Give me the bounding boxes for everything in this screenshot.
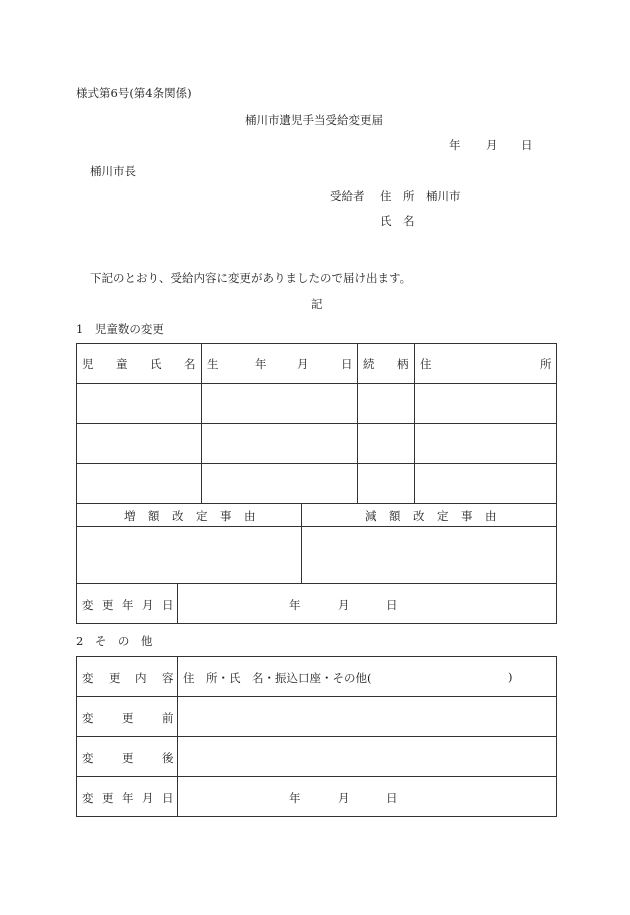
col-birth-char: 日	[341, 357, 353, 371]
after-label-char: 後	[162, 751, 174, 765]
change-date-label-char: 日	[162, 598, 174, 612]
increase-reason-char: 由	[244, 509, 256, 523]
table1-line	[76, 623, 557, 624]
section1-title: 1 児童数の変更	[76, 322, 164, 336]
table2-line	[76, 656, 557, 657]
decrease-reason-char: 事	[461, 509, 473, 523]
address-value: 桶川市	[426, 189, 461, 203]
increase-reason-char: 改	[172, 509, 184, 523]
table1-line	[414, 343, 415, 503]
date-day-label: 日	[521, 138, 533, 152]
table1-line	[201, 343, 202, 503]
intro-text: 下記のとおり、受給内容に変更がありましたので届け出ます。	[90, 271, 412, 285]
after-label-char: 更	[122, 751, 134, 765]
before-label-char: 前	[162, 711, 174, 725]
table2-line	[76, 816, 557, 817]
increase-reason-char: 額	[148, 509, 160, 523]
col-address-char: 所	[540, 357, 552, 371]
content-close-paren: )	[508, 670, 513, 684]
before-label-char: 更	[122, 711, 134, 725]
table1-line	[556, 343, 557, 624]
table2-line	[76, 736, 557, 737]
table1-line	[76, 503, 557, 504]
change-date-label-char: 変	[82, 598, 94, 612]
other-date-year: 年	[289, 791, 301, 805]
decrease-reason-char: 減	[365, 509, 377, 523]
table1-line	[76, 463, 557, 464]
table2-line	[556, 656, 557, 817]
content-value: 住 所・氏 名・振込口座・その他(	[183, 671, 372, 685]
date-label-char: 更	[102, 791, 114, 805]
table2-line	[76, 656, 77, 817]
content-label-char: 内	[135, 671, 147, 685]
col-child-name-char: 氏	[150, 357, 162, 371]
change-date-day: 日	[386, 598, 398, 612]
col-birth-char: 生	[207, 357, 219, 371]
change-date-year: 年	[289, 598, 301, 612]
col-child-name-char: 童	[116, 357, 128, 371]
decrease-reason-char: 定	[437, 509, 449, 523]
table1-line	[76, 583, 557, 584]
date-month-label: 月	[486, 138, 498, 152]
content-label-char: 更	[109, 671, 121, 685]
col-address-char: 住	[420, 357, 432, 371]
col-relation-char: 柄	[397, 357, 409, 371]
section2-title: 2 そ の 他	[76, 634, 153, 648]
addressee: 桶川市長	[90, 164, 136, 178]
change-date-label-char: 更	[102, 598, 114, 612]
table1-line	[301, 503, 302, 583]
date-year-label: 年	[449, 138, 461, 152]
col-relation-char: 続	[363, 357, 375, 371]
content-label-char: 変	[82, 671, 94, 685]
date-label-char: 年	[122, 791, 134, 805]
decrease-reason-char: 改	[413, 509, 425, 523]
col-child-name-char: 児	[82, 357, 94, 371]
before-label-char: 変	[82, 711, 94, 725]
increase-reason-char: 増	[124, 509, 136, 523]
table2-line	[177, 656, 178, 817]
col-birth-char: 月	[297, 357, 309, 371]
table1-line	[76, 423, 557, 424]
name-label: 氏 名	[380, 214, 415, 228]
decrease-reason-char: 額	[389, 509, 401, 523]
change-date-label-char: 年	[122, 598, 134, 612]
table1-line	[177, 583, 178, 623]
table1-line	[76, 343, 77, 624]
table1-line	[76, 383, 557, 384]
table2-line	[76, 696, 557, 697]
increase-reason-char: 事	[220, 509, 232, 523]
other-date-day: 日	[386, 791, 398, 805]
col-birth-char: 年	[255, 357, 267, 371]
change-date-label-char: 月	[142, 598, 154, 612]
date-label-char: 日	[162, 791, 174, 805]
increase-reason-char: 定	[196, 509, 208, 523]
document-title: 桶川市遺児手当受給変更届	[245, 113, 383, 127]
form-number: 様式第6号(第4条関係)	[76, 86, 192, 100]
other-date-month: 月	[338, 791, 350, 805]
change-date-month: 月	[338, 598, 350, 612]
decrease-reason-char: 由	[485, 509, 497, 523]
ki-heading: 記	[311, 297, 323, 311]
address-label: 住 所	[380, 189, 415, 203]
table1-line	[357, 343, 358, 503]
content-label-char: 容	[162, 671, 174, 685]
recipient-label: 受給者	[330, 189, 365, 203]
col-child-name-char: 名	[184, 357, 196, 371]
after-label-char: 変	[82, 751, 94, 765]
table2-line	[76, 776, 557, 777]
date-label-char: 月	[142, 791, 154, 805]
date-label-char: 変	[82, 791, 94, 805]
table1-line	[76, 343, 557, 344]
table1-line	[76, 526, 557, 527]
